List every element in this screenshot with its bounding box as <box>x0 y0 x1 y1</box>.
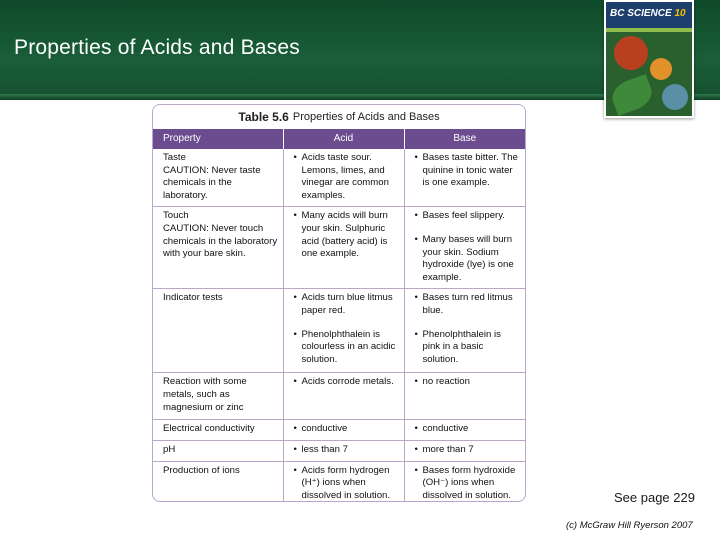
acid-cell <box>283 373 404 420</box>
base-item: • no reaction <box>415 376 522 389</box>
property-cell <box>153 440 283 461</box>
base-cell <box>404 149 525 207</box>
property-name: Production of ions <box>163 464 240 476</box>
base-cell <box>404 207 525 289</box>
cover-rosehip-icon <box>614 36 648 70</box>
table-row <box>153 420 525 441</box>
table-row <box>153 207 525 289</box>
property-cell <box>153 149 283 207</box>
property-name: Taste <box>163 152 186 163</box>
properties-table-card <box>152 104 526 502</box>
cover-fruit-icon <box>650 58 672 80</box>
base-item: • more than 7 <box>415 444 522 457</box>
property-name: Reaction with some <box>163 376 247 388</box>
acid-item: • Many acids will burn your skin. Sulphuric acid (battery acid) is one example. <box>294 210 400 260</box>
base-item: • Bases feel slippery. <box>415 210 522 223</box>
property-caution: chemicals in the laboratory. <box>163 177 232 201</box>
cover-stripe <box>606 28 692 32</box>
book-cover-image <box>604 0 694 118</box>
base-item: • Bases turn red litmus blue. <box>415 292 522 317</box>
base-cell <box>404 420 525 441</box>
table-caption <box>153 105 525 129</box>
table-row <box>153 149 525 207</box>
table-number: Table 5.6 <box>238 110 289 124</box>
property-cell <box>153 289 283 373</box>
acid-cell <box>283 420 404 441</box>
property-name: Indicator tests <box>163 292 223 304</box>
property-name: Electrical conductivity <box>163 423 255 435</box>
property-name-line: metals, such as <box>163 388 230 400</box>
acid-item: • Acids corrode metals. <box>294 376 400 389</box>
copyright-notice: (c) McGraw Hill Ryerson 2007 <box>566 520 693 531</box>
see-page-reference <box>614 490 695 505</box>
cover-title-text: BC SCIENCE <box>610 8 672 19</box>
slide-title: Properties of Acids and Bases <box>14 36 300 59</box>
property-cell <box>153 461 283 502</box>
property-name-line: magnesium or zinc <box>163 401 244 413</box>
cover-globe-icon <box>662 84 688 110</box>
acid-item: • less than 7 <box>294 444 400 457</box>
acid-cell <box>283 440 404 461</box>
acid-item: • Acids turn blue litmus paper red. <box>294 292 400 317</box>
base-item: • conductive <box>415 423 522 436</box>
see-page-text: See page 229 <box>614 490 695 505</box>
base-item: • Bases form hydroxide (OH⁻) ions when dissolved in solution. <box>415 465 522 502</box>
acid-item: • Acids form hydrogen (H⁺) ions when dissolved in solution. <box>294 465 400 502</box>
property-cell <box>153 373 283 420</box>
acid-item: • conductive <box>294 423 400 436</box>
base-item: • Bases taste bitter. The quinine in tonic water is one example. <box>415 152 522 190</box>
header-acid: Acid <box>283 129 404 149</box>
base-cell <box>404 289 525 373</box>
cover-leaf-icon <box>608 74 656 116</box>
acid-cell <box>283 461 404 502</box>
header-base: Base <box>404 129 525 149</box>
property-cell <box>153 207 283 289</box>
table-row <box>153 289 525 373</box>
properties-table <box>153 129 525 502</box>
cover-title <box>610 8 686 19</box>
property-cell <box>153 420 283 441</box>
property-caution: CAUTION: Never taste <box>163 164 261 176</box>
cover-title-number: 10 <box>674 8 686 19</box>
property-caution: with your bare skin. <box>163 248 246 260</box>
acid-cell <box>283 289 404 373</box>
acid-item: • Acids taste sour. Lemons, limes, and vinegar are common examples. <box>294 152 400 202</box>
base-item: • Many bases will burn your skin. Sodium hydroxide (lye) is one example. <box>415 234 522 284</box>
base-cell <box>404 373 525 420</box>
base-cell <box>404 461 525 502</box>
table-name: Properties of Acids and Bases <box>292 111 440 123</box>
acid-cell <box>283 207 404 289</box>
table-row <box>153 440 525 461</box>
base-cell <box>404 440 525 461</box>
property-caution: CAUTION: Never touch <box>163 222 264 234</box>
property-name: Touch <box>163 210 189 222</box>
table-row <box>153 373 525 420</box>
property-caution: chemicals in the laboratory <box>163 235 278 247</box>
acid-item: • Phenolphthalein is colourless in an acidic solution. <box>294 329 400 367</box>
table-row <box>153 461 525 502</box>
table-header-row <box>153 129 525 149</box>
property-name: pH <box>163 443 176 455</box>
acid-cell <box>283 149 404 207</box>
header-property: Property <box>153 129 283 149</box>
base-item: • Phenolphthalein is pink in a basic solution. <box>415 329 522 367</box>
